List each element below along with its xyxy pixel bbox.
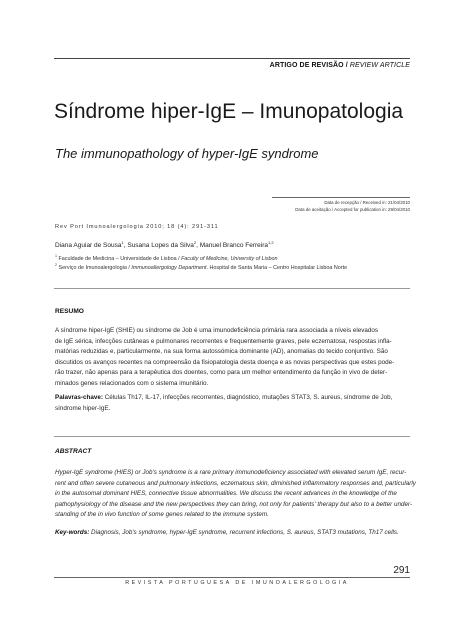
abstract-line: rent and often severe cutaneous and pulmonary infections, eczematous skin, diminished inflammatory responses and, particularly bbox=[55, 479, 416, 487]
affiliation-sup: 1 bbox=[55, 254, 57, 259]
accepted-date: Data de aceitação / Accepted for publication in: 29/04/2010 bbox=[295, 207, 410, 212]
journal-footer: REVISTA PORTUGUESA DE IMUNOALERGOLOGIA bbox=[125, 580, 349, 586]
received-date: Data de recepção / Received in: 21/04/2010 bbox=[324, 200, 410, 205]
key-words bbox=[55, 528, 415, 539]
abstract-line: pathophysiology of the disease and the new perspectives they can bring, not only for patients' therapy but also to a better under- bbox=[55, 500, 413, 508]
resumo-line: minados genes relacionados com o sistema imunitário. bbox=[55, 379, 209, 387]
author-sep: , bbox=[196, 242, 200, 249]
affiliation bbox=[55, 255, 278, 263]
palavras-chave-text: síndrome hiper-IgE. bbox=[55, 404, 111, 412]
header-rule bbox=[54, 58, 410, 59]
author-name: Diana Aguiar de Sousa bbox=[55, 242, 122, 249]
resumo-line: matórias reduzidas e, particularmente, na sua forma autossómica dominante (AD), anomalias do tecido conjuntivo. São bbox=[55, 348, 388, 356]
resumo-line: rão trazer, não apenas para a terapêutica dos doentes, como para um melhor entendimento da função in vivo de deter- bbox=[55, 369, 388, 377]
divider-rule bbox=[54, 288, 410, 289]
resumo-heading: RESUMO bbox=[55, 308, 84, 315]
article-title: Síndrome hiper-IgE – Imunopatologia bbox=[54, 100, 404, 123]
author-sep: , bbox=[123, 242, 128, 249]
dates-rule bbox=[272, 197, 410, 198]
abstract-heading: ABSTRACT bbox=[55, 448, 92, 455]
section-label-en: REVIEW ARTICLE bbox=[349, 62, 410, 69]
affiliation-en: Faculty of Medicine, University of Lisbon bbox=[181, 256, 278, 262]
affiliation-sup: 2 bbox=[55, 263, 57, 268]
author-sup: 2 bbox=[193, 239, 197, 245]
palavras-chave-text: Células Th17, IL-17, infecções recorrentes, diagnóstico, mutações STAT3, S. aureus, síndrome de Job, bbox=[102, 394, 393, 401]
palavras-chave bbox=[55, 393, 415, 414]
resumo-line: A síndrome hiper-IgE (SHIE) ou síndrome de Job é uma imunodeficiência primária rara associada a níveis elevados bbox=[55, 327, 379, 334]
section-label-sep: / bbox=[343, 62, 350, 69]
resumo-line: de IgE sérica, infecções cutâneas e pulmonares recorrentes e frequentemente graves, pele eczematosa, respostas infla- bbox=[55, 337, 392, 345]
affiliation bbox=[55, 264, 347, 272]
footer-rule bbox=[54, 577, 410, 578]
divider-rule bbox=[54, 436, 410, 437]
affiliation-pt: Faculdade de Medicina – Universidade de Lisboa / bbox=[58, 256, 182, 262]
dates-block bbox=[295, 199, 410, 213]
page-number: 291 bbox=[393, 565, 410, 576]
affiliation-en: Immunoallergology Department bbox=[131, 265, 207, 271]
affiliation-rest: . Hospital de Santa Maria – Centro Hospitalar Lisboa Norte bbox=[206, 265, 348, 271]
article-subtitle: The immunopathology of hyper-IgE syndrome bbox=[55, 146, 319, 161]
resumo-line: discutidos os avanços recentes na compreensão da fisiopatologia desta doença e as novas perspectivas que estes pode- bbox=[55, 358, 395, 366]
author-name: Manuel Branco Ferreira bbox=[199, 242, 268, 249]
section-label bbox=[270, 62, 410, 69]
author-name: Susana Lopes da Silva bbox=[127, 242, 194, 249]
resumo-paragraph bbox=[55, 326, 413, 390]
affiliation-pt: Serviço de Imunoalergologia / bbox=[58, 265, 132, 271]
abstract-line: standing of the in vivo function of some genes related to the immune system. bbox=[55, 511, 269, 519]
abstract-line: Hyper-IgE syndrome (HIES) or Job's syndrome is a rare primary immunodeficiency associated with elevated serum IgE, recur- bbox=[55, 469, 407, 476]
author-sup: 1,2 bbox=[268, 239, 274, 245]
key-words-text: Diagnosis, Job's syndrome, hyper-IgE syndrome, recurrent infections, S. aureus, STAT3 mutations, Th17 cells. bbox=[89, 529, 399, 536]
key-words-label: Key-words: bbox=[55, 529, 90, 536]
journal-reference: Rev Port Imunoalergologia 2010; 18 (4): 291-311 bbox=[55, 224, 219, 230]
authors-line bbox=[55, 239, 274, 249]
section-label-pt: ARTIGO DE REVISÃO bbox=[269, 62, 344, 69]
abstract-paragraph bbox=[55, 468, 416, 521]
palavras-chave-label: Palavras-chave: bbox=[55, 394, 103, 401]
abstract-line: in the autosomal dominant HIES, connective tissue abnormalities. We discuss the recent advances in the knowledge of the bbox=[55, 490, 397, 498]
author-sup: 1 bbox=[121, 239, 124, 245]
